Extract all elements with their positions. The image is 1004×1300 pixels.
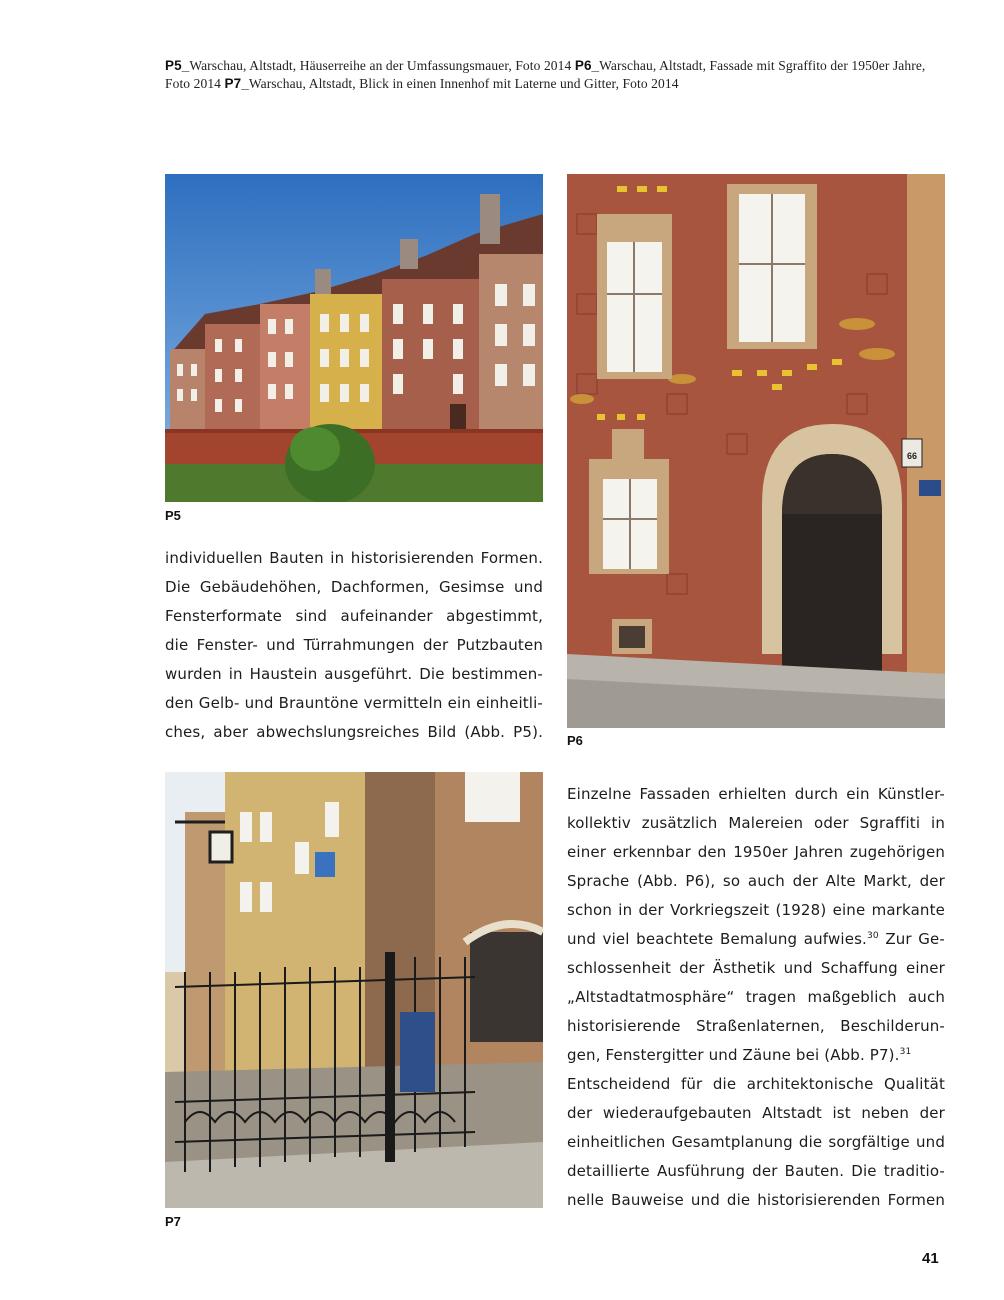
photo-p5-image: [165, 174, 543, 502]
text-line: schlossenheit der Ästhetik und Schaffung einer: [567, 959, 945, 977]
body-text-left-column: [165, 544, 543, 747]
caption-label-p6: P6_: [574, 58, 600, 73]
photo-p7-image: [165, 772, 543, 1208]
caption-label-p5: P5_: [165, 58, 190, 73]
text-line: individuellen Bauten in historisierenden Formen.: [165, 549, 543, 567]
text-line: Einzelne Fassaden erhielten durch ein Künstler-: [567, 785, 945, 803]
text-line: ches, aber abwechslungsreiches Bild (Abb. P5).: [165, 723, 543, 741]
text-line: die Fenster- und Türrahmungen der Putzbauten: [165, 636, 543, 654]
text-line: Die Gebäudehöhen, Dachformen, Gesimse und: [165, 578, 543, 596]
text-line: kollektiv zusätzlich Malereien oder Sgraffiti in: [567, 814, 945, 832]
text-line: Fensterformate sind aufeinander abgestimmt,: [165, 607, 543, 625]
caption-text-p6: Warschau, Altstadt, Fassade mit Sgraffito der 1950er Jahre,: [599, 58, 926, 73]
footnote-ref-30[interactable]: 30: [866, 931, 879, 941]
text-line: einer erkennbar den 1950er Jahren zugehörigen: [567, 843, 945, 861]
text-line-with-footnote-31: [567, 1041, 945, 1070]
figure-captions-line-1: [165, 56, 955, 75]
text-segment: gen, Fenstergitter und Zäune bei (Abb. P7).: [567, 1046, 900, 1064]
text-line: nelle Bauweise und die historisierenden Formen: [567, 1191, 945, 1209]
caption-text-p5: Warschau, Altstadt, Häuserreihe an der Umfassungsmauer, Foto 2014: [189, 58, 575, 73]
text-line: detaillierte Ausführung der Bauten. Die traditio-: [567, 1162, 945, 1180]
text-segment: und viel beachtete Bemalung aufwies.: [567, 930, 867, 948]
figure-label-p7: P7: [165, 1214, 181, 1229]
house-number-sign: 66: [906, 451, 918, 461]
text-line: schon in der Vorkriegszeit (1928) eine markante: [567, 901, 945, 919]
photo-p5: [165, 174, 543, 502]
text-line: historisierende Straßenlaternen, Beschilderun-: [567, 1017, 945, 1035]
text-line: den Gelb- und Brauntöne vermitteln ein einheitli-: [165, 694, 543, 712]
caption-text-p7: Warschau, Altstadt, Blick in einen Innenhof mit Laterne und Gitter, Foto 2014: [248, 76, 679, 91]
caption-text-p6-cont: Foto 2014: [165, 76, 225, 91]
text-line: Entscheidend für die architektonische Qualität: [567, 1075, 945, 1093]
text-line: wurden in Haustein ausgeführt. Die bestimmen-: [165, 665, 543, 683]
caption-label-p7: P7_: [224, 76, 249, 91]
text-line: einheitlichen Gesamtplanung die sorgfältige und: [567, 1133, 945, 1151]
text-line-with-footnote-30: [567, 925, 945, 954]
text-line: der wiederaufgebauten Altstadt ist neben der: [567, 1104, 945, 1122]
figure-label-p6: P6: [567, 733, 583, 748]
figure-label-p5: P5: [165, 508, 181, 523]
photo-p7: [165, 772, 543, 1208]
text-segment: Zur Ge-: [885, 930, 945, 948]
figure-captions-line-2: [165, 74, 955, 93]
footnote-ref-31[interactable]: 31: [899, 1047, 912, 1057]
text-line: „Altstadtatmosphäre“ tragen maßgeblich auch: [567, 988, 945, 1006]
page-number: 41: [922, 1250, 939, 1267]
body-text-right-column: [567, 780, 945, 1215]
photo-p6-image: [567, 174, 945, 728]
text-line: Sprache (Abb. P6), so auch der Alte Markt, der: [567, 872, 945, 890]
photo-p6: [567, 174, 945, 728]
